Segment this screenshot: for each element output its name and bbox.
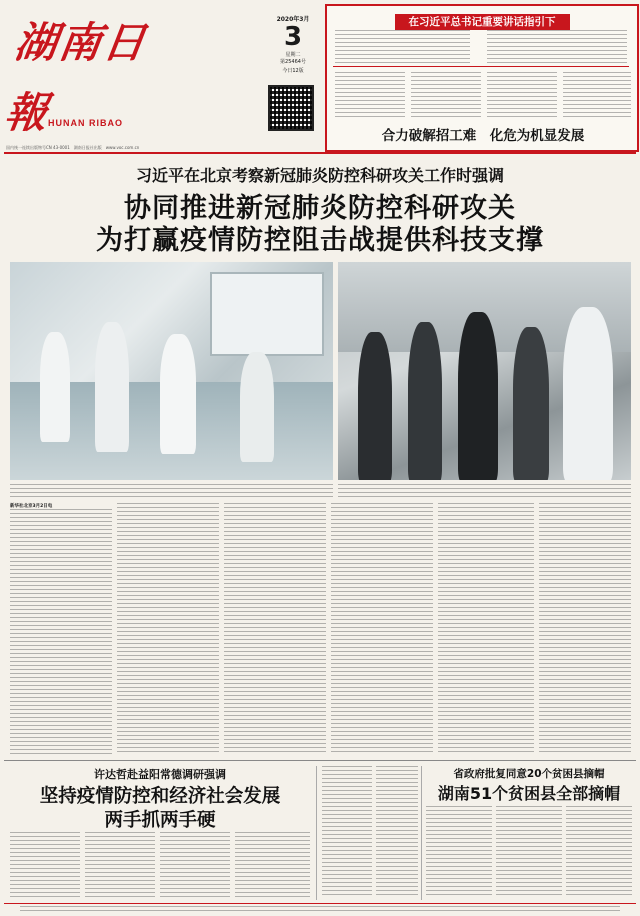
meeting-photo (338, 262, 631, 480)
bottom-right-headline: 湖南51个贫困县全部摘帽 (437, 784, 621, 803)
qr-code-icon (268, 85, 314, 131)
masthead-pinyin: HUNAN RIBAO (48, 118, 123, 128)
article-column (331, 503, 433, 754)
bottom-left-column (85, 832, 155, 898)
top-box-text-block (335, 30, 470, 64)
bottom-right-kicker: 省政府批复同意20个贫困县摘帽 (453, 768, 605, 780)
bottom-middle-column (322, 766, 372, 898)
top-box-text-block (411, 72, 481, 118)
masthead-rule (4, 152, 636, 154)
person-figure (358, 332, 392, 480)
bottom-middle-column (376, 766, 418, 898)
lab-window (210, 272, 324, 356)
person-figure (513, 327, 549, 480)
newspaper-title: 湖南日報 (1, 18, 151, 137)
bottom-right-column (566, 806, 632, 898)
person-figure (95, 322, 129, 452)
article-column (539, 503, 631, 754)
top-box-text-block (487, 72, 557, 118)
bottom-right-column (426, 806, 492, 898)
issue-date-box (268, 14, 318, 74)
lead-kicker: 习近平在北京考察新冠肺炎防控科研攻关工作时强调 (135, 166, 504, 185)
lead-headline-line2: 为打赢疫情防控阻击战提供科技支撑 (96, 225, 544, 256)
issue-pages: 今日12版 (282, 68, 304, 74)
article-dateline: 新华社北京3月2日电 (10, 504, 53, 509)
footer-info-line (20, 906, 620, 911)
issue-weekday: 星期二 (285, 52, 301, 58)
registration-line: 国内统一连续出版物号CN 43-0001 湖南日报社出版 www.voc.com.cn (6, 145, 140, 150)
issue-edition: 第25464号 (280, 59, 306, 65)
column-divider (316, 766, 317, 900)
top-feature-box (325, 4, 639, 152)
footer-rule (4, 903, 636, 904)
bottom-left-headline-line2: 两手抓两手硬 (104, 810, 216, 831)
article-column (117, 503, 219, 754)
top-box-text-block (335, 72, 405, 118)
top-banner-label: 在习近平总书记重要讲话指引下 (395, 14, 570, 30)
bottom-left-headline-line1: 坚持疫情防控和经济社会发展 (39, 786, 281, 807)
person-figure (563, 307, 613, 480)
person-figure (40, 332, 70, 442)
person-figure (458, 312, 498, 480)
photo-caption-left (10, 484, 333, 497)
section-divider (4, 760, 636, 761)
bottom-left-column (160, 832, 230, 898)
bottom-left-column (235, 832, 310, 898)
bottom-left-kicker: 许达哲赴益阳常德调研强调 (94, 768, 226, 781)
person-figure (240, 352, 274, 462)
top-box-text-block (487, 30, 627, 64)
bottom-left-column (10, 832, 80, 898)
person-figure (160, 334, 196, 454)
lab-photo (10, 262, 333, 480)
bottom-right-column (496, 806, 562, 898)
issue-day: 3 (283, 22, 303, 52)
top-box-divider (333, 66, 629, 67)
photo-caption-right (338, 484, 631, 497)
article-column (438, 503, 534, 754)
article-column (10, 509, 112, 754)
column-divider (421, 766, 422, 900)
top-box-text-block (563, 72, 631, 118)
person-figure (408, 322, 442, 480)
article-column (224, 503, 326, 754)
top-banner (327, 10, 637, 29)
top-box-headline: 合力破解招工难 化危为机显发展 (381, 128, 585, 144)
issue-year-month: 2020年3月 (276, 16, 310, 23)
lead-headline-line1: 协同推进新冠肺炎防控科研攻关 (124, 193, 516, 224)
